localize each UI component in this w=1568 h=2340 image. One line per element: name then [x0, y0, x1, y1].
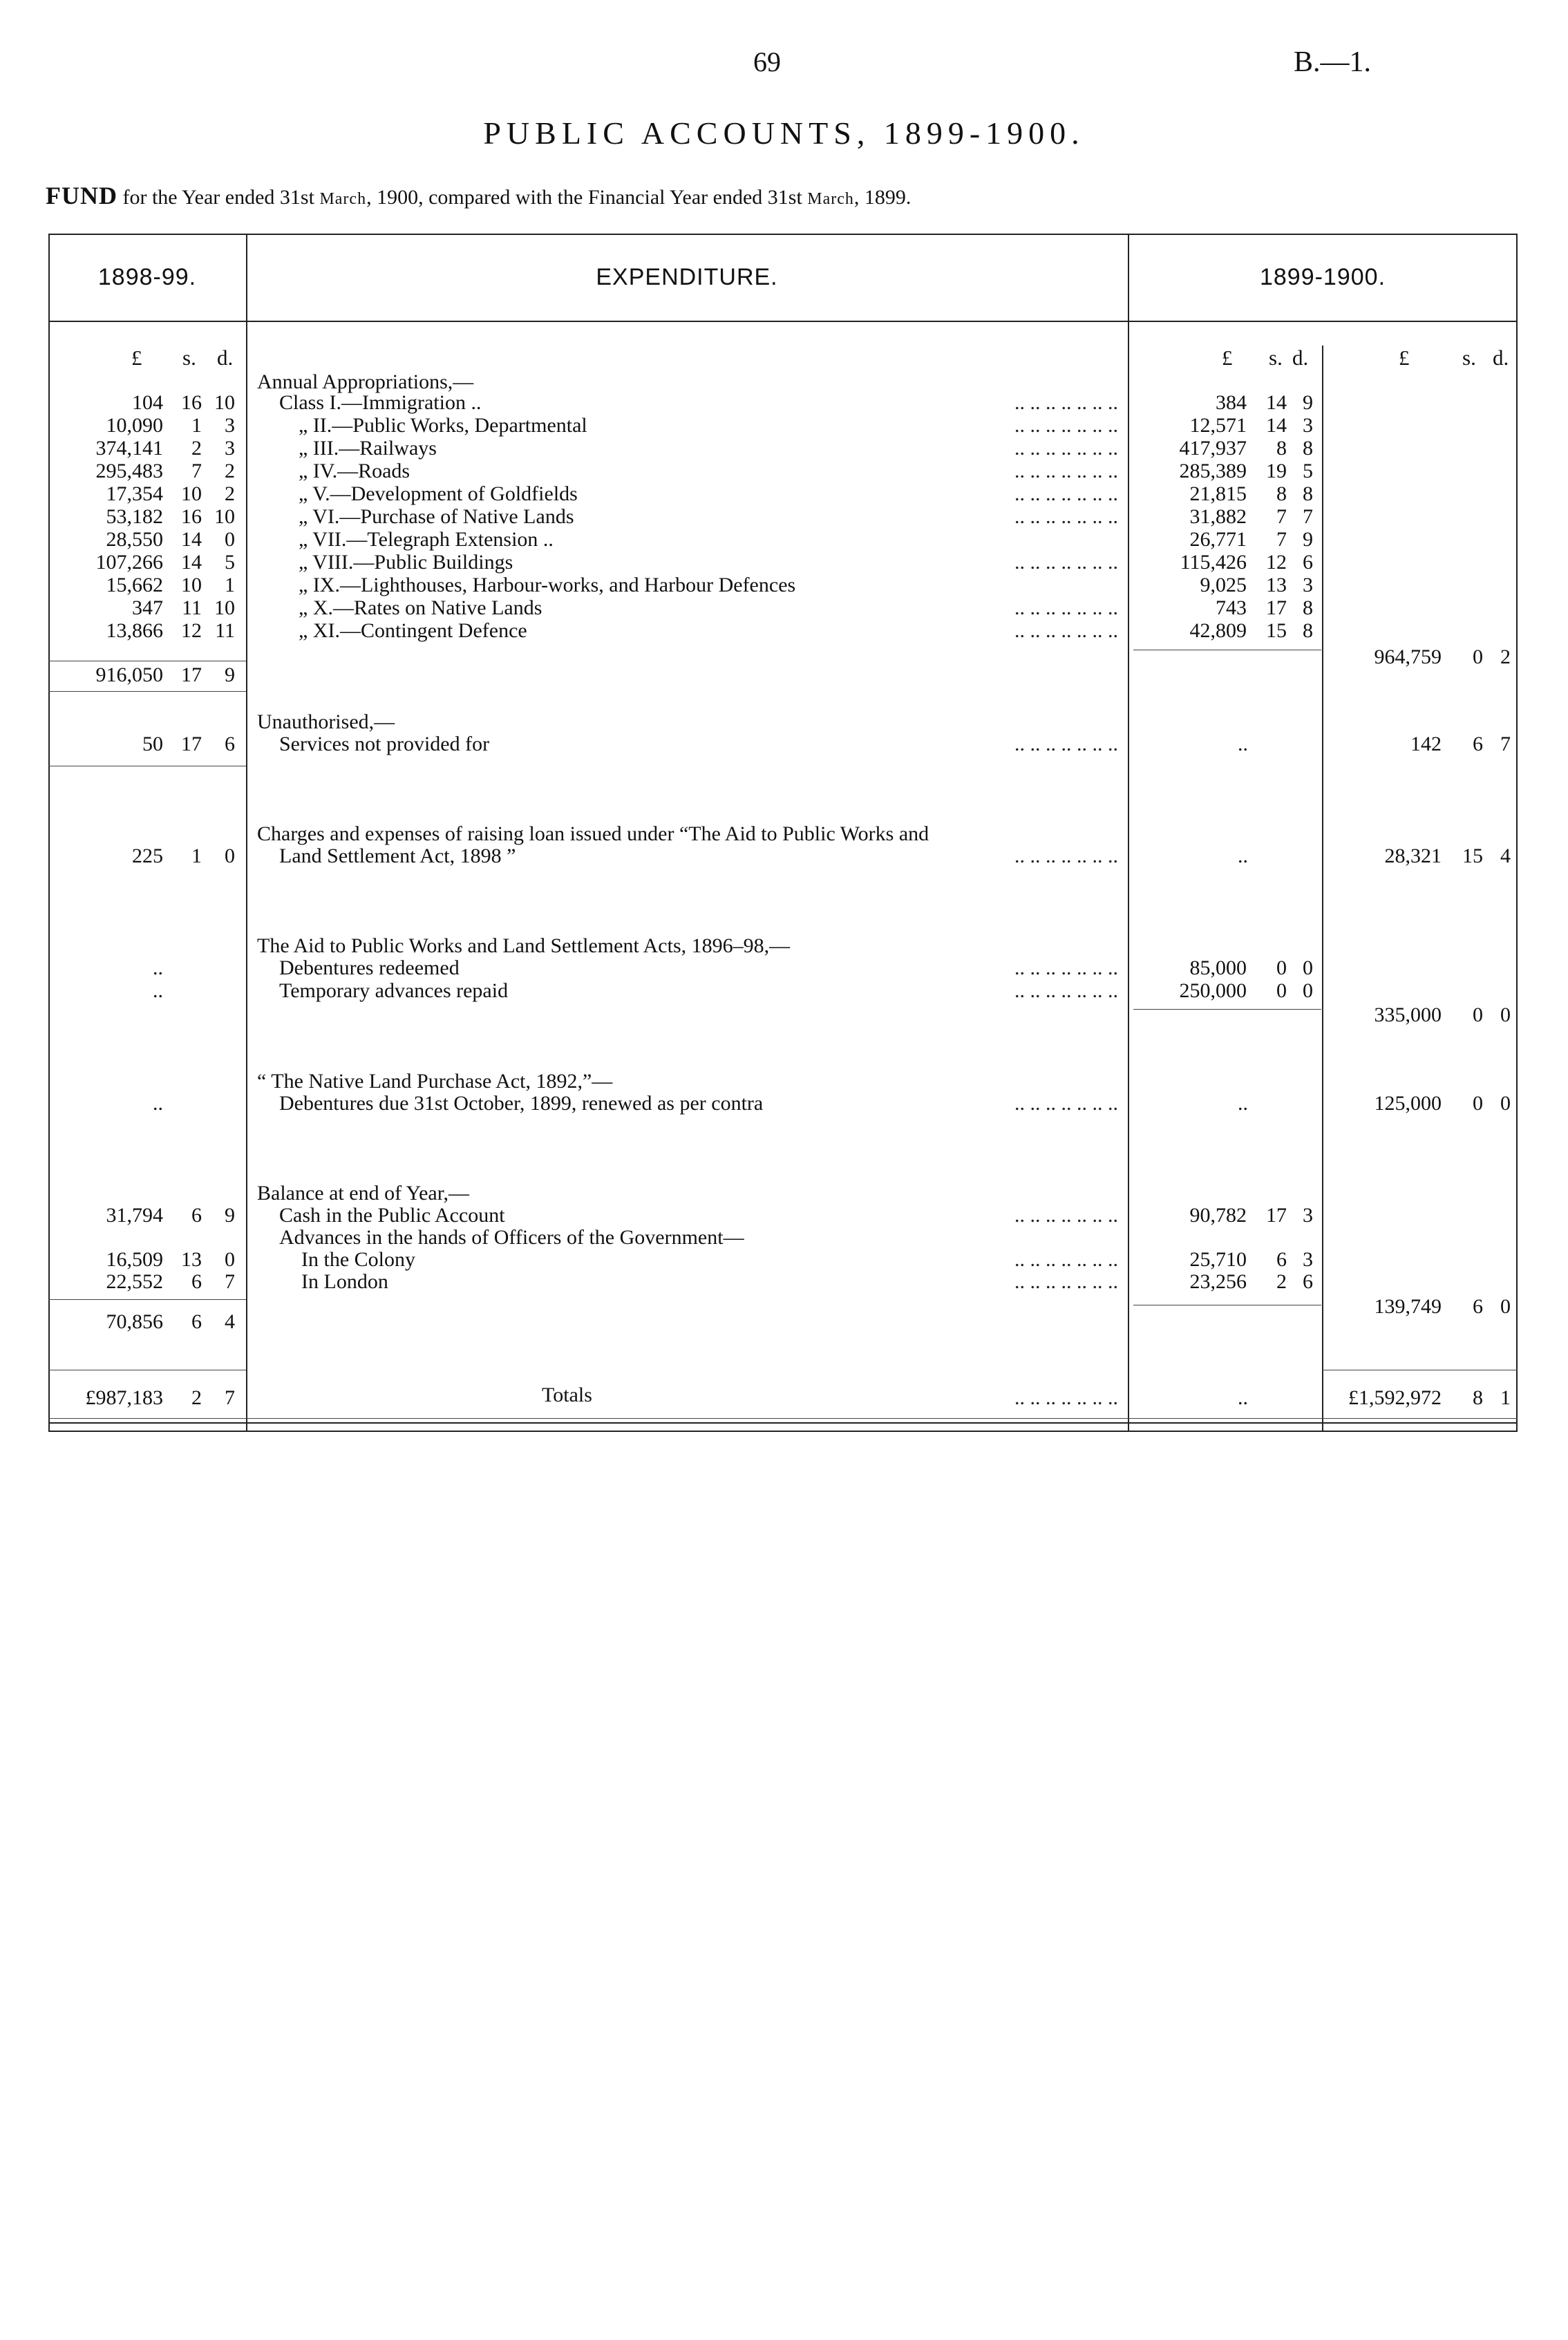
balance-cash-cur-d: 3 [1303, 1204, 1313, 1227]
document-reference: B.—1. [1294, 46, 1372, 78]
appropriation-label-8: „ VIII.—Public Buildings [299, 551, 513, 574]
appropriation-cur-8-pounds: 115,426 [1180, 551, 1247, 574]
appropriation-prev-2-d: 3 [225, 414, 235, 437]
appropriation-prev-1-d: 10 [214, 391, 235, 414]
appropriation-cur-4-pounds: 285,389 [1179, 460, 1247, 482]
balance-prev-total-d: 4 [225, 1310, 235, 1333]
unauthorised-leader: .. .. .. .. .. .. .. [1014, 733, 1118, 755]
appropriation-prev-4-s: 7 [191, 460, 202, 482]
bottom-double-rule [48, 1422, 1518, 1424]
loan-charges-line2: Land Settlement Act, 1898 ” [279, 845, 516, 867]
aid-acts-total-pounds: 335,000 [1374, 1003, 1442, 1026]
appropriation-prev-11-d: 11 [215, 619, 235, 642]
totals-grand-pounds: £1,592,972 [1348, 1386, 1442, 1409]
appropriation-prev-3-pounds: 374,141 [95, 437, 163, 460]
appropriation-cur-7-d: 9 [1303, 528, 1313, 551]
balance-colony-prev-s: 13 [181, 1248, 202, 1271]
appropriation-label-10: „ X.—Rates on Native Lands [299, 596, 542, 619]
unauthorised-cur-dots: .. [1238, 733, 1248, 755]
appropriation-cur-4-d: 5 [1303, 460, 1313, 482]
appropriation-leader-5: .. .. .. .. .. .. .. [1014, 482, 1118, 505]
appropriation-prev-10-pounds: 347 [132, 596, 163, 619]
appropriation-cur-10-s: 17 [1266, 596, 1287, 619]
unauthorised-label: Services not provided for [279, 733, 490, 755]
native-land-cur-dots: .. [1238, 1092, 1248, 1115]
appropriation-prev-1-pounds: 104 [132, 391, 163, 414]
unauthorised-total-d: 7 [1500, 733, 1511, 755]
aid-acts-heading: The Aid to Public Works and Land Settlement Acts, 1896–98,— [257, 934, 791, 957]
unit-s-cur: s. [1269, 346, 1283, 370]
appropriation-cur-1-pounds: 384 [1216, 391, 1247, 414]
aid-acts-label-1: Debentures redeemed [279, 956, 460, 979]
header-rule [48, 321, 1518, 322]
balance-prev-total-pounds: 70,856 [106, 1310, 163, 1333]
native-land-total-d: 0 [1500, 1092, 1511, 1115]
appropriation-prev-5-pounds: 17,354 [106, 482, 163, 505]
appropriation-cur-1-s: 14 [1266, 391, 1287, 414]
native-land-prev: .. [153, 1092, 163, 1115]
balance-advances-label: Advances in the hands of Officers of the Government— [279, 1226, 744, 1249]
appropriations-total-s: 0 [1473, 645, 1483, 668]
native-land-heading: “ The Native Land Purchase Act, 1892,”— [257, 1070, 613, 1093]
page-subtitle [46, 181, 911, 210]
appropriation-label-4: „ IV.—Roads [299, 460, 410, 482]
appropriation-prev-2-s: 1 [191, 414, 202, 437]
header-1899-1900: 1899-1900. [1259, 264, 1386, 290]
appropriation-prev-10-s: 11 [182, 596, 202, 619]
balance-cash-label: Cash in the Public Account [279, 1204, 505, 1227]
totals-grand-s: 8 [1473, 1386, 1483, 1409]
appropriation-prev-8-pounds: 107,266 [95, 551, 163, 574]
aid-acts-prev-2: .. [153, 979, 163, 1002]
subtitle-march-1: March [319, 190, 367, 208]
appropriation-prev-7-s: 14 [181, 528, 202, 551]
totals-bottom-rule [48, 1418, 1518, 1419]
loan-charges-line1: Charges and expenses of raising loan issued under “The Aid to Public Works and [257, 822, 929, 845]
appropriation-prev-8-d: 5 [225, 551, 235, 574]
totals-label: Totals [542, 1384, 592, 1406]
balance-london-prev-d: 7 [225, 1270, 235, 1293]
appropriations-prev-total-s: 17 [181, 663, 202, 686]
aid-acts-cur-1-d: 0 [1303, 956, 1313, 979]
totals-prev-pounds: £987,183 [85, 1386, 163, 1409]
loan-charges-total-s: 15 [1462, 845, 1483, 867]
appropriations-heading: Annual Appropriations,— [257, 370, 474, 393]
appropriation-prev-6-s: 16 [181, 505, 202, 528]
loan-charges-total-pounds: 28,321 [1384, 845, 1442, 867]
native-land-total-s: 0 [1473, 1092, 1483, 1115]
appropriations-prev-total-pounds: 916,050 [95, 663, 163, 686]
appropriation-leader-1: .. .. .. .. .. .. .. [1014, 391, 1118, 414]
balance-prev-total-s: 6 [191, 1310, 202, 1333]
appropriation-cur-2-s: 14 [1266, 414, 1287, 437]
appropriation-prev-10-d: 10 [214, 596, 235, 619]
unit-s-total: s. [1462, 346, 1476, 370]
appropriation-cur-2-pounds: 12,571 [1189, 414, 1247, 437]
appropriation-label-11: „ XI.—Contingent Defence [299, 619, 527, 642]
loan-charges-prev-d: 0 [225, 845, 235, 867]
appropriation-cur-10-d: 8 [1303, 596, 1313, 619]
page-number: 69 [753, 46, 781, 77]
appropriation-cur-10-pounds: 743 [1216, 596, 1247, 619]
totals-cur-dots: .. [1238, 1386, 1248, 1409]
balance-london-prev-pounds: 22,552 [106, 1270, 163, 1293]
appropriations-prev-total-d: 9 [225, 663, 235, 686]
aid-acts-prev-1: .. [153, 956, 163, 979]
subtitle-fund: FUND [46, 182, 117, 209]
subtitle-march-2: March [807, 190, 854, 208]
aid-acts-total-d: 0 [1500, 1003, 1511, 1026]
balance-london-prev-s: 6 [191, 1270, 202, 1293]
native-land-leader: .. .. .. .. .. .. .. [1014, 1092, 1118, 1115]
balance-colony-prev-d: 0 [225, 1248, 235, 1271]
column-rule-right [1322, 346, 1323, 1432]
appropriation-cur-1-d: 9 [1303, 391, 1313, 414]
appropriation-prev-9-pounds: 15,662 [106, 574, 163, 596]
appropriation-cur-7-s: 7 [1276, 528, 1287, 551]
balance-total-d: 0 [1500, 1295, 1511, 1318]
unit-pound-prev: £ [131, 346, 142, 370]
appropriation-cur-6-s: 7 [1276, 505, 1287, 528]
appropriation-cur-9-s: 13 [1266, 574, 1287, 596]
appropriations-total-pounds: 964,759 [1374, 645, 1442, 668]
balance-colony-cur-pounds: 25,710 [1189, 1248, 1247, 1271]
unauthorised-total-pounds: 142 [1410, 733, 1442, 755]
appropriation-cur-3-s: 8 [1276, 437, 1287, 460]
totals-prev-s: 2 [191, 1386, 202, 1409]
appropriation-prev-5-s: 10 [181, 482, 202, 505]
aid-acts-leader-2: .. .. .. .. .. .. .. [1014, 979, 1118, 1002]
header-expenditure: EXPENDITURE. [596, 264, 778, 290]
appropriation-prev-1-s: 16 [181, 391, 202, 414]
loan-charges-prev-s: 1 [191, 845, 202, 867]
appropriation-prev-8-s: 14 [181, 551, 202, 574]
appropriations-total-d: 2 [1500, 645, 1511, 668]
subtitle-part-a: for the Year ended 31st [122, 186, 314, 209]
unit-s-prev: s. [182, 346, 196, 370]
appropriation-cur-8-s: 12 [1266, 551, 1287, 574]
appropriation-cur-7-pounds: 26,771 [1189, 528, 1247, 551]
aid-acts-cur-1-s: 0 [1276, 956, 1287, 979]
appropriation-prev-2-pounds: 10,090 [106, 414, 163, 437]
aid-acts-cur-2-pounds: 250,000 [1179, 979, 1247, 1002]
balance-london-cur-d: 6 [1303, 1270, 1313, 1293]
unauthorised-prev-pounds: 50 [142, 733, 163, 755]
aid-acts-cur-2-d: 0 [1303, 979, 1313, 1002]
appropriations-prev-total-rule [48, 691, 246, 692]
loan-charges-leader: .. .. .. .. .. .. .. [1014, 845, 1118, 867]
totals-leader: .. .. .. .. .. .. .. [1014, 1386, 1118, 1409]
balance-cash-cur-s: 17 [1266, 1204, 1287, 1227]
balance-heading: Balance at end of Year,— [257, 1182, 470, 1205]
balance-london-leader: .. .. .. .. .. .. .. [1014, 1270, 1118, 1293]
appropriation-label-6: „ VI.—Purchase of Native Lands [299, 505, 574, 528]
appropriation-cur-11-pounds: 42,809 [1189, 619, 1247, 642]
header-1898-99: 1898-99. [97, 264, 197, 290]
appropriation-leader-11: .. .. .. .. .. .. .. [1014, 619, 1118, 642]
appropriation-prev-9-d: 1 [225, 574, 235, 596]
aid-acts-label-2: Temporary advances repaid [279, 979, 509, 1002]
unit-d-cur: d. [1292, 346, 1309, 370]
unauthorised-total-s: 6 [1473, 733, 1483, 755]
loan-charges-total-d: 4 [1500, 845, 1511, 867]
appropriation-cur-11-d: 8 [1303, 619, 1313, 642]
appropriation-label-2: „ II.—Public Works, Departmental [299, 414, 587, 437]
appropriation-cur-11-s: 15 [1266, 619, 1287, 642]
appropriation-prev-11-pounds: 13,866 [106, 619, 163, 642]
unit-pound-total: £ [1399, 346, 1410, 370]
appropriation-cur-6-d: 7 [1303, 505, 1313, 528]
appropriation-prev-5-d: 2 [225, 482, 235, 505]
balance-cash-prev-s: 6 [191, 1204, 202, 1227]
appropriation-cur-9-d: 3 [1303, 574, 1313, 596]
appropriation-prev-4-d: 2 [225, 460, 235, 482]
loan-charges-cur-dots: .. [1238, 845, 1248, 867]
unauthorised-prev-s: 17 [181, 733, 202, 755]
appropriation-prev-3-s: 2 [191, 437, 202, 460]
appropriation-prev-7-pounds: 28,550 [106, 528, 163, 551]
unauthorised-prev-d: 6 [225, 733, 235, 755]
appropriation-prev-9-s: 10 [181, 574, 202, 596]
totals-prev-d: 7 [225, 1386, 235, 1409]
appropriation-prev-3-d: 3 [225, 437, 235, 460]
appropriation-prev-6-pounds: 53,182 [106, 505, 163, 528]
balance-cash-cur-pounds: 90,782 [1189, 1204, 1247, 1227]
balance-colony-prev-pounds: 16,509 [106, 1248, 163, 1271]
balance-prev-rule [48, 1299, 246, 1300]
balance-total-s: 6 [1473, 1295, 1483, 1318]
appropriation-label-7: „ VII.—Telegraph Extension .. [299, 528, 554, 551]
appropriation-label-5: „ V.—Development of Goldfields [299, 482, 578, 505]
appropriation-label-9: „ IX.—Lighthouses, Harbour-works, and Harbour Defences [299, 574, 796, 596]
unit-d-total: d. [1493, 346, 1509, 370]
balance-colony-cur-s: 6 [1276, 1248, 1287, 1271]
native-land-label: Debentures due 31st October, 1899, renewed as per contra [279, 1092, 764, 1115]
balance-colony-leader: .. .. .. .. .. .. .. [1014, 1248, 1118, 1271]
aid-acts-leader-1: .. .. .. .. .. .. .. [1014, 956, 1118, 979]
balance-london-label: In London [301, 1270, 388, 1293]
appropriation-cur-3-pounds: 417,937 [1179, 437, 1247, 460]
appropriation-prev-6-d: 10 [214, 505, 235, 528]
aid-acts-total-s: 0 [1473, 1003, 1483, 1026]
appropriation-cur-4-s: 19 [1266, 460, 1287, 482]
totals-grand-d: 1 [1500, 1386, 1511, 1409]
subtitle-part-c: , 1899. [853, 186, 911, 209]
subtitle-part-b: , 1900, compared with the Financial Year ended 31st [366, 186, 802, 209]
balance-colony-label: In the Colony [301, 1248, 415, 1271]
native-land-total-pounds: 125,000 [1374, 1092, 1442, 1115]
appropriation-leader-8: .. .. .. .. .. .. .. [1014, 551, 1118, 574]
appropriation-cur-5-s: 8 [1276, 482, 1287, 505]
unit-d-prev: d. [217, 346, 234, 370]
balance-cash-leader: .. .. .. .. .. .. .. [1014, 1204, 1118, 1227]
appropriation-prev-11-s: 12 [181, 619, 202, 642]
balance-london-cur-pounds: 23,256 [1189, 1270, 1247, 1293]
balance-cash-prev-d: 9 [225, 1204, 235, 1227]
appropriation-leader-3: .. .. .. .. .. .. .. [1014, 437, 1118, 460]
loan-charges-prev-pounds: 225 [132, 845, 163, 867]
balance-cash-prev-pounds: 31,794 [106, 1204, 163, 1227]
appropriation-cur-3-d: 8 [1303, 437, 1313, 460]
appropriation-label-1: Class I.—Immigration .. [279, 391, 482, 414]
balance-london-cur-s: 2 [1276, 1270, 1287, 1293]
unauthorised-heading: Unauthorised,— [257, 710, 395, 733]
appropriation-leader-4: .. .. .. .. .. .. .. [1014, 460, 1118, 482]
unit-pound-cur: £ [1222, 346, 1233, 370]
appropriation-cur-8-d: 6 [1303, 551, 1313, 574]
appropriation-prev-4-pounds: 295,483 [95, 460, 163, 482]
appropriation-leader-10: .. .. .. .. .. .. .. [1014, 596, 1118, 619]
balance-total-pounds: 139,749 [1374, 1295, 1442, 1318]
appropriation-prev-7-d: 0 [225, 528, 235, 551]
appropriation-leader-2: .. .. .. .. .. .. .. [1014, 414, 1118, 437]
appropriation-cur-6-pounds: 31,882 [1189, 505, 1247, 528]
aid-acts-cur-2-s: 0 [1276, 979, 1287, 1002]
balance-colony-cur-d: 3 [1303, 1248, 1313, 1271]
appropriation-cur-9-pounds: 9,025 [1200, 574, 1247, 596]
appropriation-cur-5-pounds: 21,815 [1189, 482, 1247, 505]
appropriation-cur-2-d: 3 [1303, 414, 1313, 437]
aid-acts-cur-1-pounds: 85,000 [1189, 956, 1247, 979]
column-rule-left [246, 234, 247, 1432]
appropriation-cur-5-d: 8 [1303, 482, 1313, 505]
appropriation-leader-6: .. .. .. .. .. .. .. [1014, 505, 1118, 528]
appropriation-label-3: „ III.—Railways [299, 437, 437, 460]
page-title: PUBLIC ACCOUNTS, 1899-1900. [483, 115, 1085, 151]
